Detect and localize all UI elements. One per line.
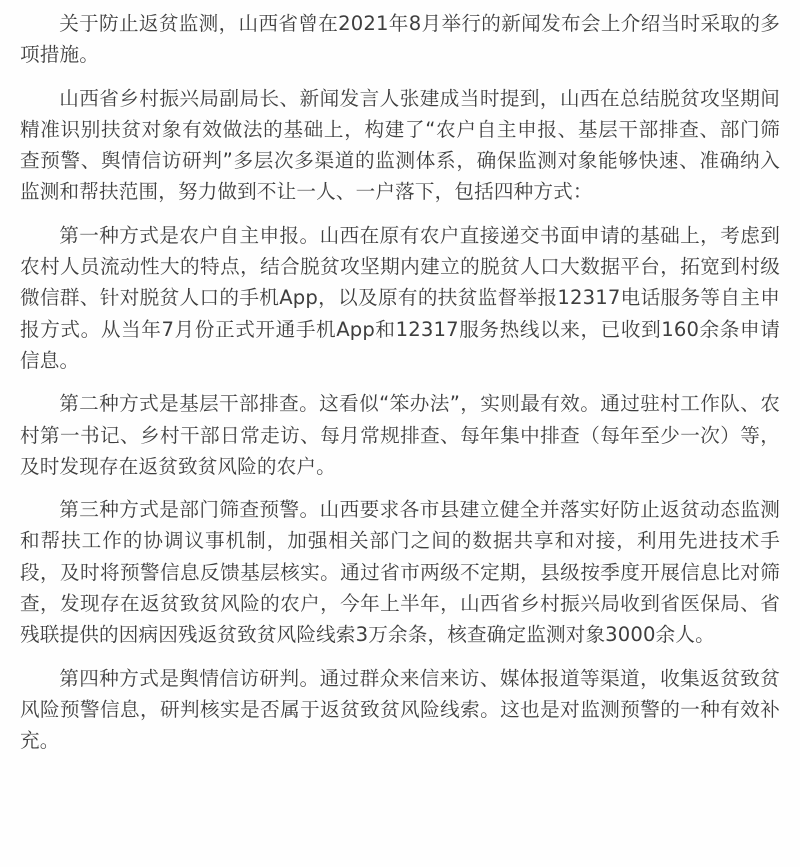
paragraph-system-overview: 山西省乡村振兴局副局长、新闻发言人张建成当时提到，山西在总结脱贫攻坚期间精准识别扶贫对象有效做法的基础上，构建了“农户自主申报、基层干部排查、部门筛查预警、舆情信访研判”多层次多渠道的监测体系，确保监测对象能够快速、准确纳入监测和帮扶范围，努力做到不让一人、一户落下，包括四种方式： [20, 86, 780, 204]
paragraph-method-three: 第三种方式是部门筛查预警。山西要求各市县建立健全并落实好防止返贫动态监测和帮扶工作的协调议事机制，加强相关部门之间的数据共享和对接，利用先进技术手段，及时将预警信息反馈基层核实。通过省市两级不定期，县级按季度开展信息比对筛查，发现存在返贫致贫风险的农户，今年上半年，山西省乡村振兴局收到省医保局、省残联提供的因病因残返贫致贫风险线索3万余条，核查确定监测对象3000余人。 [20, 498, 780, 647]
paragraph-method-two: 第二种方式是基层干部排查。这看似“笨办法”，实则最有效。通过驻村工作队、农村第一书记、乡村干部日常走访、每月常规排查、每年集中排查（每年至少一次）等，及时发现存在返贫致贫风险的农户。 [20, 392, 780, 478]
article-body [20, 8, 780, 757]
paragraph-method-four: 第四种方式是舆情信访研判。通过群众来信来访、媒体报道等渠道，收集返贫致贫风险预警信息，研判核实是否属于返贫致贫风险线索。这也是对监测预警的一种有效补充。 [20, 666, 780, 753]
paragraph-intro: 关于防止返贫监测，山西省曾在2021年8月举行的新闻发布会上介绍当时采取的多项措施。 [20, 12, 780, 67]
paragraph-method-one: 第一种方式是农户自主申报。山西在原有农户直接递交书面申请的基础上，考虑到农村人员流动性大的特点，结合脱贫攻坚期内建立的脱贫人口大数据平台，拓宽到村级微信群、针对脱贫人口的手机App，以及原有的扶贫监督举报12317电话服务等自主申报方式。从当年7月份正式开通手机App和12317服务热线以来，已收到160余条申请信息。 [20, 223, 780, 372]
